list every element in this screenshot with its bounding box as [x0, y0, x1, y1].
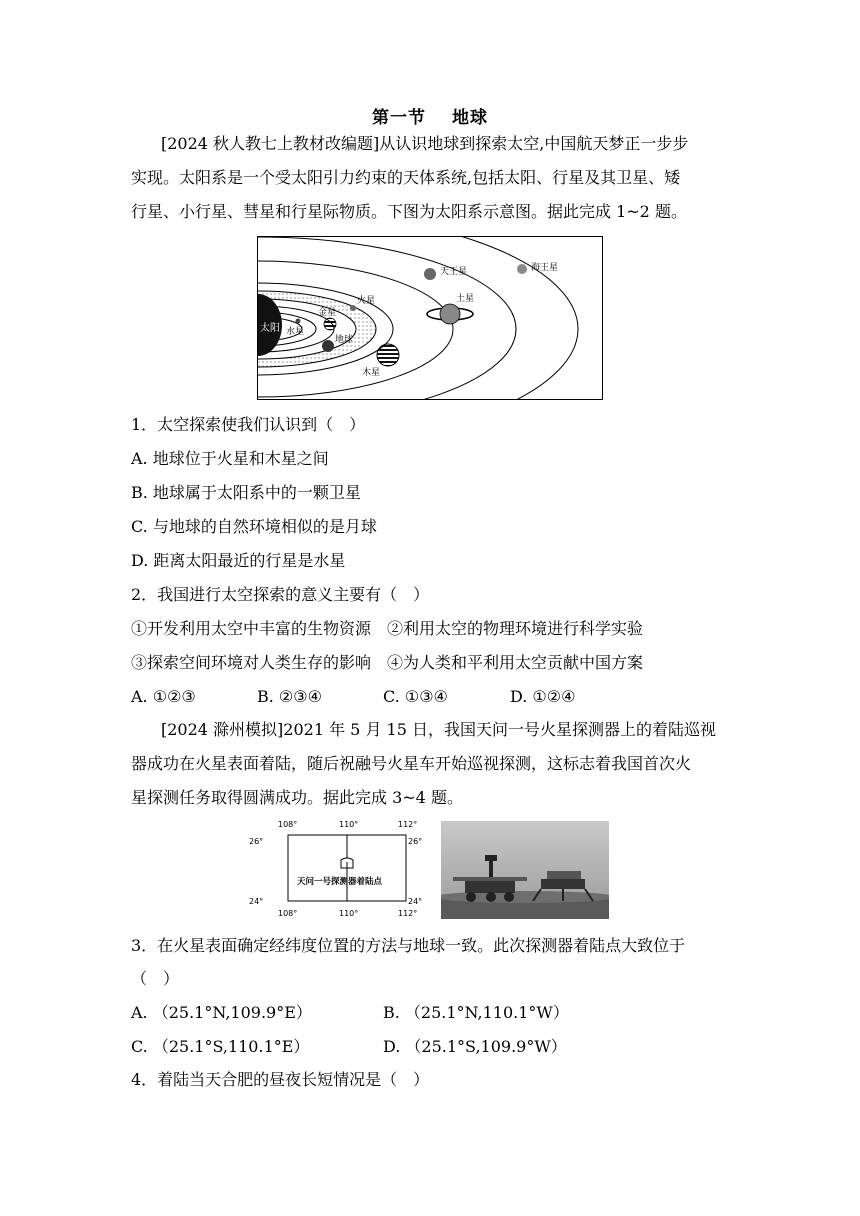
- saturn-label: 土星: [456, 294, 475, 304]
- earth-label: 地球: [335, 335, 354, 345]
- earth-icon: [322, 340, 334, 352]
- q4-stem: 4．着陆当天合肥的昼夜长短情况是（ ）: [131, 1070, 430, 1089]
- rover-photo: [441, 821, 609, 919]
- solar-system-figure: [257, 236, 603, 400]
- lat-label-24-left: 24°: [249, 897, 264, 906]
- intro2-line2: 器成功在火星表面着陆，随后祝融号火星车开始巡视探测，这标志着我国首次火: [131, 754, 692, 773]
- jupiter-label: 木星: [362, 368, 381, 378]
- q1-option-b: B. 地球属于太阳系中的一颗卫星: [131, 483, 361, 502]
- intro1-line3: 行星、小行星、彗星和行星际物质。下图为太阳系示意图。据此完成 1~2 题。: [131, 202, 687, 221]
- lon-label-110-top: 110°: [339, 820, 359, 829]
- q2-option-d: D. ①②④: [510, 687, 576, 706]
- venus-label: 金星: [318, 308, 337, 318]
- intro2-line1: [2024 滁州模拟]2021 年 5 月 15 日，我国天问一号火星探测器上的着陆巡视: [161, 720, 716, 739]
- landing-site-map: [245, 818, 445, 920]
- saturn-icon: [440, 304, 460, 324]
- lat-label-26-left: 26°: [249, 837, 264, 846]
- q2-item-line1: ①开发利用太空中丰富的生物资源 ②利用太空的物理环境进行科学实验: [131, 619, 644, 638]
- q2-option-b: B. ②③④: [257, 687, 322, 706]
- intro1-line1: [2024 秋人教七上教材改编题]从认识地球到探索太空,中国航天梦正一步步: [161, 134, 689, 153]
- lon-label-108-bottom: 108°: [278, 909, 298, 918]
- q1-stem: 1．太空探索使我们认识到（ ）: [131, 415, 366, 434]
- lat-label-26-right: 26°: [408, 837, 423, 846]
- q1-option-a: A. 地球位于火星和木星之间: [131, 449, 329, 468]
- q1-option-d: D. 距离太阳最近的行星是水星: [131, 551, 346, 570]
- landing-marker-icon: [341, 858, 353, 872]
- intro1-line2: 实现。太阳系是一个受太阳引力约束的天体系统,包括太阳、行星及其卫星、矮: [131, 168, 681, 187]
- neptune-icon: [517, 264, 527, 274]
- uranus-icon: [424, 268, 436, 280]
- lon-label-108-top: 108°: [278, 820, 298, 829]
- q3-option-d: D. （25.1°S,109.9°W）: [383, 1037, 567, 1056]
- mercury-icon: [296, 319, 301, 324]
- landing-site-label: 天问一号探测器着陆点: [297, 877, 383, 887]
- mars-icon: [350, 305, 356, 311]
- lon-label-112-top: 112°: [398, 820, 418, 829]
- jupiter-icon: [377, 344, 399, 366]
- section-number: 第一节: [372, 108, 426, 128]
- lon-label-110-bottom: 110°: [339, 909, 359, 918]
- q1-option-c: C. 与地球的自然环境相似的是月球: [131, 517, 377, 536]
- q3-option-b: B. （25.1°N,110.1°W）: [383, 1003, 569, 1022]
- neptune-label: 海王星: [531, 263, 559, 273]
- q2-stem: 2．我国进行太空探索的意义主要有（ ）: [131, 585, 430, 604]
- mars-label: 火星: [357, 296, 376, 306]
- q3-option-c: C. （25.1°S,110.1°E）: [131, 1037, 310, 1056]
- section-name: 地球: [452, 108, 488, 128]
- lat-label-24-right: 24°: [408, 897, 423, 906]
- q3-stem-line1: 3．在火星表面确定经纬度位置的方法与地球一致。此次探测器着陆点大致位于: [131, 936, 686, 955]
- sun-label: 太阳: [260, 323, 280, 334]
- q2-option-c: C. ①③④: [383, 687, 448, 706]
- q3-option-a: A. （25.1°N,109.9°E）: [131, 1003, 312, 1022]
- q3-stem-line2: （ ）: [131, 969, 180, 988]
- solar-system-diagram: [258, 237, 602, 399]
- mercury-label: 水星: [286, 327, 305, 337]
- lon-label-112-bottom: 112°: [398, 909, 418, 918]
- q2-item-line2: ③探索空间环境对人类生存的影响 ④为人类和平利用太空贡献中国方案: [131, 653, 644, 672]
- venus-icon: [324, 318, 336, 330]
- section-title: [0, 103, 860, 128]
- q2-option-a: A. ①②③: [131, 687, 196, 706]
- uranus-label: 天王星: [440, 267, 468, 277]
- intro2-line3: 星探测任务取得圆满成功。据此完成 3~4 题。: [131, 788, 463, 807]
